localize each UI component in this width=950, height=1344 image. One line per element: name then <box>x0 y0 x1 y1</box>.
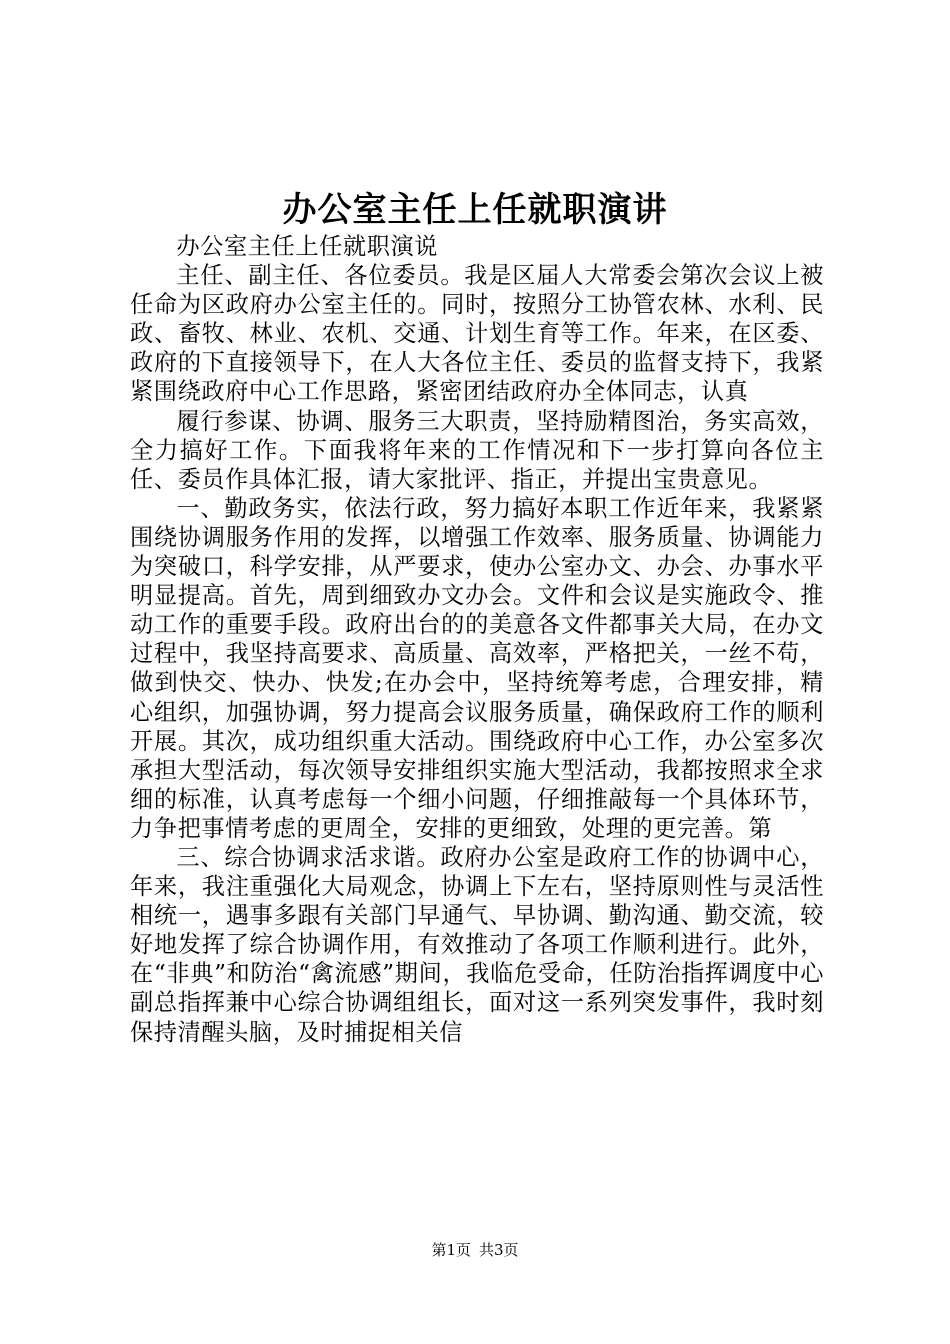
paragraph-subtitle: 办公室主任上任就职演说 <box>176 233 439 260</box>
document-body <box>130 232 824 1047</box>
paragraph-section-one: 一、勤政务实，依法行政，努力搞好本职工作近年来，我紧紧围绕协调服务作用的发挥，以增强工作效率、服务质量、协调能力为突破口，科学安排，从严要求，使办公室办文、办会、办事水平明显提高。首先，周到细致办文办会。文件和会议是实施政令、推动工作的重要手段。政府出台的的美意各文件都事关大局，在办文过程中，我坚持高要求、高质量、高效率，严格把关，一丝不苟，做到快交、快办、快发;在办会中，坚持统筹考虑，合理安排，精心组织，加强协调，努力提高会议服务质量，确保政府工作的顺利开展。其次，成功组织重大活动。围绕政府中心工作，办公室多次承担大型活动，每次领导安排组织实施大型活动，我都按照求全求细的标准，认真考虑每一个细小问题，仔细推敲每一个具体环节，力争把事情考虑的更周全，安排的更细致，处理的更完善。第 <box>130 494 824 842</box>
paragraph-opening: 主任、副主任、各位委员。我是区届人大常委会第次会议上被任命为区政府办公室主任的。同时，按照分工协管农林、水利、民政、畜牧、林业、农机、交通、计划生育等工作。年来，在区委、政府的下直接领导下，在人大各位主任、委员的监督支持下，我紧紧围绕政府中心工作思路，紧密团结政府办全体同志，认真 <box>130 262 824 406</box>
page-number: 第1页 <box>431 1241 471 1259</box>
paragraph-section-three: 三、综合协调求活求谐。政府办公室是政府工作的协调中心，年来，我注重强化大局观念，协调上下左右，坚持原则性与灵活性相统一，遇事多跟有关部门早通气、早协调、勤沟通、勤交流，较好地发挥了综合协调作用，有效推动了各项工作顺利进行。此外，在“非典”和防治“禽流感”期间，我临危受命，任防治指挥调度中心副总指挥兼中心综合协调组组长，面对这一系列突发事件，我时刻保持清醒头脑，及时捕捉相关信 <box>130 843 824 1046</box>
paragraph-duties: 履行参谋、协调、服务三大职责，坚持励精图治，务实高效，全力搞好工作。下面我将年来的工作情况和下一步打算向各位主任、委员作具体汇报，请大家批评、指正，并提出宝贵意见。 <box>130 407 824 493</box>
page-footer <box>0 1240 950 1260</box>
page-total: 共3页 <box>479 1241 519 1259</box>
document-title: 办公室主任上任就职演讲 <box>282 190 668 230</box>
